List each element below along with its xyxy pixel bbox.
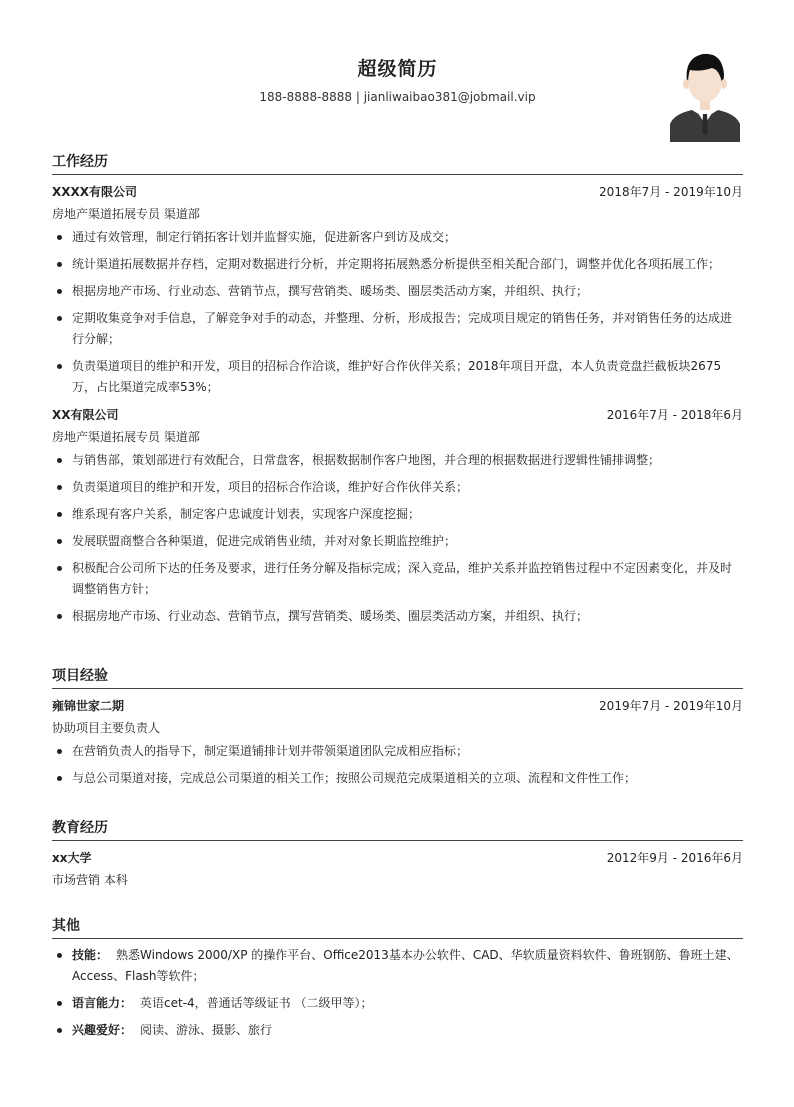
bullet-item: 发展联盟商整合各种渠道，促进完成销售业绩，并对对象长期监控维护； [52, 531, 743, 552]
contact-info: 188-8888-8888 | jianliwaibao381@jobmail.vip [259, 90, 536, 104]
bullet-item: 维系现有客户关系，制定客户忠诚度计划表，实现客户深度挖掘； [52, 504, 743, 525]
entry-role: 协助项目主要负责人 [52, 721, 161, 735]
language-item [52, 993, 743, 1014]
education-section [52, 816, 743, 891]
skills-label: 技能： [72, 948, 109, 962]
bullet-item: 负责渠道项目的维护和开发，项目的招标合作洽谈，维护好合作伙伴关系；2018年项目开盘，本人负责竞盘拦截板块2675万，占比渠道完成率53%； [52, 356, 743, 398]
bullet-item: 与总公司渠道对接，完成总公司渠道的相关工作；按照公司规范完成渠道相关的立项、流程和文件性工作； [52, 768, 743, 789]
other-section [52, 914, 743, 1047]
entry-org: 雍锦世家二期 [52, 699, 125, 713]
language-text: 英语cet-4，普通话等级证书 （二级甲等）； [140, 996, 373, 1010]
bullet-item: 定期收集竞争对手信息，了解竞争对手的动态，并整理、分析，形成报告；完成项目规定的销售任务，并对销售任务的达成进行分解； [52, 308, 743, 350]
section-title-projects: 项目经验 [52, 664, 743, 689]
bullet-item: 根据房地产市场、行业动态、营销节点，撰写营销类、暖场类、圈层类活动方案，并组织、执行； [52, 606, 743, 627]
avatar [670, 48, 740, 142]
entry-role: 房地产渠道拓展专员 渠道部 [52, 207, 200, 221]
resume-name: 超级简历 [357, 58, 438, 80]
entry-date: 2019年7月 - 2019年10月 [599, 699, 743, 713]
work-section [52, 150, 743, 633]
skills-text: 熟悉Windows 2000/XP 的操作平台、Office2013基本办公软件、CAD、华软质量资料软件、鲁班钢筋、鲁班土建、Access、Flash等软件； [72, 948, 739, 983]
entry-date: 2016年7月 - 2018年6月 [606, 408, 743, 422]
section-title-education: 教育经历 [52, 816, 743, 841]
bullet-item: 根据房地产市场、行业动态、营销节点，撰写营销类、暖场类、圈层类活动方案，并组织、执行； [52, 281, 743, 302]
bullet-item: 与销售部，策划部进行有效配合，日常盘客，根据数据制作客户地图，并合理的根据数据进行逻辑性铺排调整； [52, 450, 743, 471]
entry-role: 房地产渠道拓展专员 渠道部 [52, 430, 200, 444]
bullet-item: 积极配合公司所下达的任务及要求，进行任务分解及指标完成；深入竞品，维护关系并监控销售过程中不定因素变化，并及时调整销售方针； [52, 558, 743, 600]
project-entry [52, 695, 743, 789]
hobbies-text: 阅读、游泳、摄影、旅行 [140, 1023, 273, 1037]
section-title-work: 工作经历 [52, 150, 743, 175]
work-entry [52, 181, 743, 398]
education-entry [52, 847, 743, 891]
bullet-item: 在营销负责人的指导下，制定渠道铺排计划并带领渠道团队完成相应指标； [52, 741, 743, 762]
work-entry [52, 404, 743, 627]
entry-org: xx大学 [52, 851, 92, 865]
hobbies-label: 兴趣爱好： [72, 1023, 133, 1037]
skills-item [52, 945, 743, 987]
entry-role: 市场营销 本科 [52, 873, 128, 887]
hobbies-item [52, 1020, 743, 1041]
language-label: 语言能力： [72, 996, 133, 1010]
bullet-item: 统计渠道拓展数据并存档，定期对数据进行分析，并定期将拓展熟悉分析提供至相关配合部门，调整并优化各项拓展工作； [52, 254, 743, 275]
projects-section [52, 664, 743, 795]
entry-org: XXXX有限公司 [52, 185, 138, 199]
bullet-item: 负责渠道项目的维护和开发，项目的招标合作洽谈，维护好合作伙伴关系； [52, 477, 743, 498]
entry-org: XX有限公司 [52, 408, 119, 422]
entry-date: 2018年7月 - 2019年10月 [599, 185, 743, 199]
section-title-other: 其他 [52, 914, 743, 939]
entry-date: 2012年9月 - 2016年6月 [606, 851, 743, 865]
bullet-item: 通过有效管理，制定行销拓客计划并监督实施，促进新客户到访及成交； [52, 227, 743, 248]
